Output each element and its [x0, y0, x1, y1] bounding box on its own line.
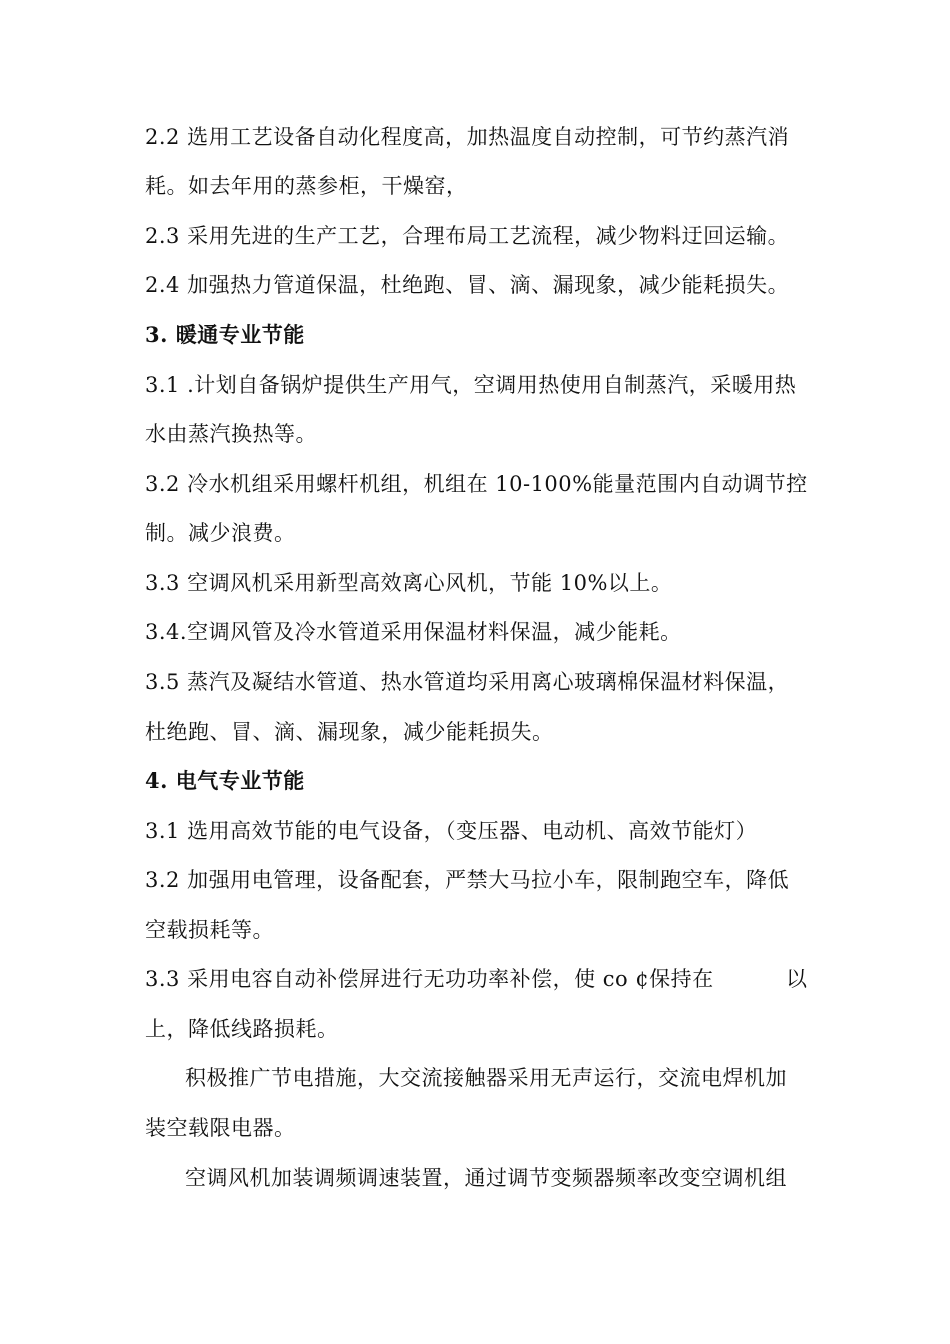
paragraph-line: 耗。如去年用的蒸参柜，干燥窑， [145, 174, 468, 198]
paragraph-line: 2.3 采用先进的生产工艺，合理布局工艺流程，减少物料迂回运输。 [145, 224, 790, 248]
paragraph-line: 3.1 .计划自备锅炉提供生产用气，空调用热使用自制蒸汽，采暖用热 [145, 373, 797, 397]
paragraph-line: 2.2 选用工艺设备自动化程度高，加热温度自动控制，可节约蒸汽消 [145, 125, 790, 149]
section-heading: 3. 暖通专业节能 [145, 322, 305, 347]
paragraph-line: 杜绝跑、冒、滴、漏现象，减少能耗损失。 [145, 720, 554, 744]
paragraph-line-tail: 以 [786, 967, 808, 991]
paragraph-line: 3.2 加强用电管理，设备配套，严禁大马拉小车，限制跑空车，降低 [145, 868, 790, 892]
paragraph-line: 3.1 选用高效节能的电气设备，（变压器、电动机、高效节能灯） [145, 819, 758, 843]
section-heading: 4. 电气专业节能 [145, 768, 305, 793]
paragraph-line: 上，降低线路损耗。 [145, 1017, 339, 1041]
paragraph-line: 空调风机加装调频调速装置，通过调节变频器频率改变空调机组 [185, 1166, 787, 1190]
paragraph-line: 2.4 加强热力管道保温，杜绝跑、冒、滴、漏现象，减少能耗损失。 [145, 273, 790, 297]
paragraph-line: 水由蒸汽换热等。 [145, 422, 317, 446]
paragraph-line: 3.3 采用电容自动补偿屏进行无功功率补偿，使 co ¢保持在 [145, 967, 714, 991]
paragraph-line: 3.3 空调风机采用新型高效离心风机，节能 10%以上。 [145, 571, 673, 595]
paragraph-line: 3.2 冷水机组采用螺杆机组，机组在 10-100%能量范围内自动调节控 [145, 472, 808, 496]
paragraph-line: 空载损耗等。 [145, 918, 274, 942]
paragraph-line: 积极推广节电措施，大交流接触器采用无声运行，交流电焊机加 [185, 1066, 787, 1090]
paragraph-line: 3.4.空调风管及冷水管道采用保温材料保温，减少能耗。 [145, 620, 682, 644]
paragraph-line: 装空载限电器。 [145, 1116, 296, 1140]
paragraph-line: 3.5 蒸汽及凝结水管道、热水管道均采用离心玻璃棉保温材料保温， [145, 670, 790, 694]
paragraph-line: 制。减少浪费。 [145, 521, 296, 545]
